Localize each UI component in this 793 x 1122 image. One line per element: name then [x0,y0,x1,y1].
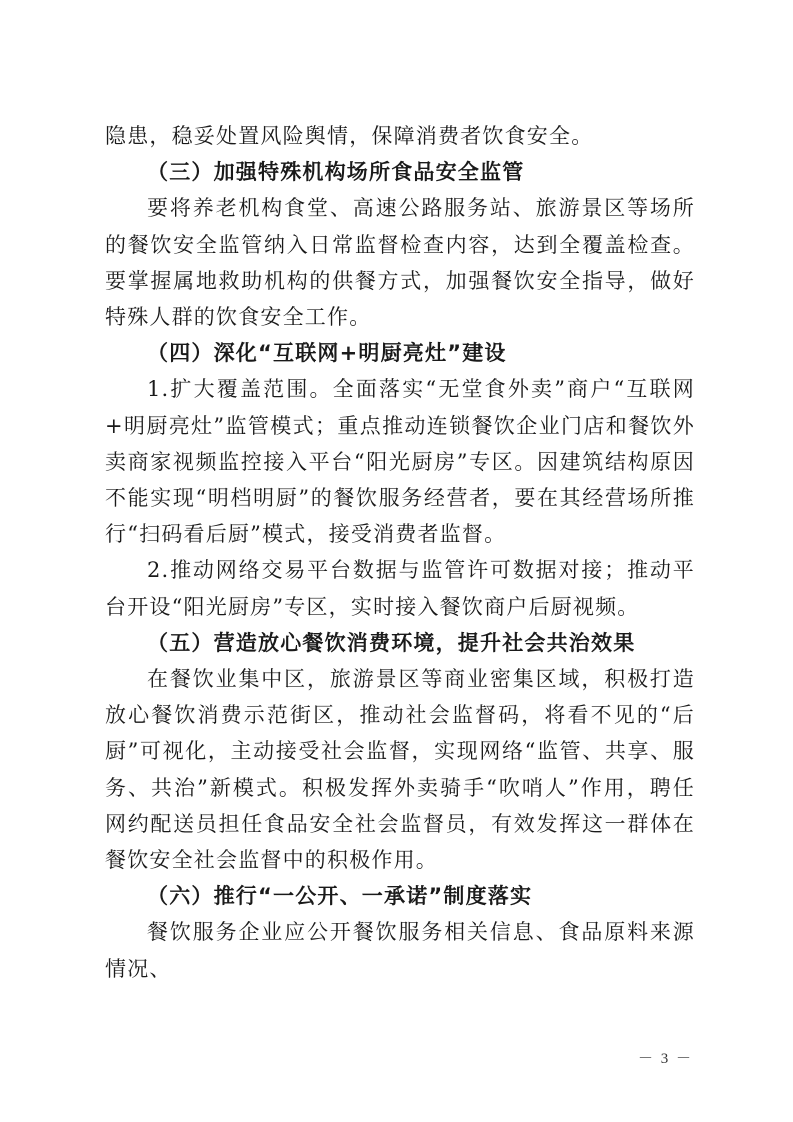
section-heading-4: （四）深化“互联网+明厨亮灶”建设 [147,341,507,366]
paragraph-10: 餐饮服务企业应公开餐饮服务相关信息、食品原料来源情况、 [105,920,695,981]
paragraph-5: 1.扩大覆盖范围。全面落实“无堂食外卖”商户“互联网+明厨亮灶”监管模式；重点推动连锁餐饮企业门店和餐饮外卖商家视频监控接入平台“阳光厨房”专区。因建筑结构原因不能实现“明档明厨”的餐饮服务经营者，要在其经营场所推行“扫码看后厨”模式，接受消费者监督。 [105,377,695,547]
section-heading-5: （五）营造放心餐饮消费环境，提升社会共治效果 [147,630,636,655]
section-heading-6: （六）推行“一公开、一承诺”制度落实 [147,884,533,909]
document-page [105,118,695,987]
paragraph-8: 在餐饮业集中区，旅游景区等商业密集区域，积极打造放心餐饮消费示范街区，推动社会监督码，将看不见的“后厨”可视化，主动接受社会监督，实现网络“监管、共享、服务、共治”新模式。积极发挥外卖骑手“吹哨人”作用，聘任网约配送员担任食品安全社会监督员，有效发挥这一群体在餐饮安全社会监督中的积极作用。 [105,667,695,873]
page-number: － 3 － [637,1051,693,1067]
paragraph-3: 要将养老机构食堂、高速公路服务站、旅游景区等场所的餐饮安全监管纳入日常监督检查内容，达到全覆盖检查。要掌握属地救助机构的供餐方式，加强餐饮安全指导，做好特殊人群的饮食安全工作。 [105,196,695,330]
section-heading-3: （三）加强特殊机构场所食品安全监管 [147,160,525,185]
paragraph-6: 2.推动网络交易平台数据与监管许可数据对接；推动平台开设“阳光厨房”专区，实时接入餐饮商户后厨视频。 [105,558,695,619]
paragraph-1: 隐患，稳妥处置风险舆情，保障消费者饮食安全。 [105,124,594,148]
